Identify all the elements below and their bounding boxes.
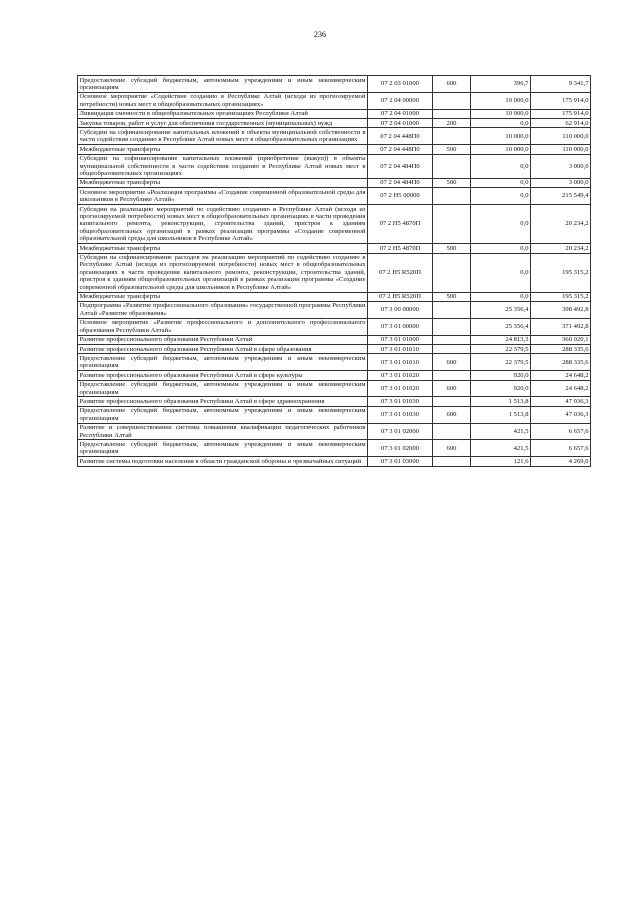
table-row <box>78 335 591 344</box>
amount-second-cell: 175 914,0 <box>531 109 591 118</box>
target-code-cell: 07 2 Н5 00000 <box>368 188 433 205</box>
target-code-cell: 07 2 04 484П0 <box>368 154 433 178</box>
amount-second-cell: 9 341,7 <box>531 76 591 93</box>
expense-type-cell: 600 <box>433 380 471 397</box>
table-row <box>78 406 591 423</box>
table-row <box>78 145 591 154</box>
table-row <box>78 354 591 371</box>
item-name-cell: Развитие системы подготовки населения в области гражданской обороны и чрезвычайных ситуаций <box>78 457 368 466</box>
expense-type-cell: 200 <box>433 119 471 128</box>
expense-type-cell <box>433 457 471 466</box>
amount-first-cell: 24 813,3 <box>471 335 531 344</box>
amount-second-cell: 3 000,0 <box>531 154 591 178</box>
expense-type-cell <box>433 423 471 440</box>
item-name-cell: Межбюджетные трансферты <box>78 292 368 301</box>
amount-second-cell: 175 914,0 <box>531 92 591 109</box>
table-row <box>78 253 591 292</box>
item-name-cell: Предоставление субсидий бюджетным, автономным учреждениям и иным некоммерческим организациям <box>79 76 366 91</box>
item-name-cell: Предоставление субсидий бюджетным, автономным учреждениям и иным некоммерческим организациям <box>79 381 366 396</box>
table-row <box>78 109 591 118</box>
amount-first-cell: 421,5 <box>471 423 531 440</box>
target-code-cell: 07 3 01 01000 <box>368 335 433 344</box>
item-name-cell: Развитие профессионального образования Республики Алтай в сфере здравоохранения <box>78 397 368 406</box>
amount-second-cell: 6 657,6 <box>531 423 591 440</box>
table-row <box>78 380 591 397</box>
table-row <box>78 178 591 187</box>
table-row <box>78 440 591 457</box>
table-row <box>78 119 591 128</box>
target-code-cell: 07 2 04 00000 <box>368 92 433 109</box>
amount-first-cell: 10 000,0 <box>471 109 531 118</box>
amount-first-cell: 421,5 <box>471 440 531 457</box>
item-name-cell: Развитие профессионального образования Республики Алтай в сфере образования <box>78 345 368 354</box>
expense-type-cell <box>433 371 471 380</box>
table-row <box>78 205 591 244</box>
target-code-cell: 07 3 01 01030 <box>368 406 433 423</box>
amount-first-cell: 0,0 <box>471 205 531 244</box>
expense-type-cell <box>433 253 471 292</box>
amount-second-cell: 288 335,6 <box>531 345 591 354</box>
item-name-cell: Развитие и совершенствование системы повышения квалификации педагогических работников Республики Алтай <box>79 424 366 439</box>
page-number: 236 <box>314 30 326 39</box>
expense-type-cell <box>433 92 471 109</box>
table-row <box>78 188 591 205</box>
amount-first-cell: 920,0 <box>471 380 531 397</box>
item-name-cell: Ликвидация сменности в общеобразовательных организациях Республики Алтай <box>78 109 368 118</box>
amount-first-cell: 121,6 <box>471 457 531 466</box>
amount-second-cell: 24 648,2 <box>531 371 591 380</box>
amount-first-cell: 0,0 <box>471 253 531 292</box>
target-code-cell: 07 2 Н5 4870П <box>368 244 433 253</box>
item-name-cell: Предоставление субсидий бюджетным, автономным учреждениям и иным некоммерческим организациям <box>79 407 366 422</box>
amount-first-cell: 22 379,5 <box>471 345 531 354</box>
target-code-cell: 07 3 00 00000 <box>368 301 433 318</box>
table-row <box>78 128 591 145</box>
amount-first-cell: 10 000,0 <box>471 92 531 109</box>
expense-type-cell: 600 <box>433 354 471 371</box>
amount-first-cell: 22 379,5 <box>471 354 531 371</box>
target-code-cell: 07 3 01 01030 <box>368 397 433 406</box>
item-name-cell: Развитие профессионального образования Республики Алтай <box>78 335 368 344</box>
expense-type-cell <box>433 188 471 205</box>
item-name-cell: Субсидии на реализацию мероприятий по содействию созданию в Республике Алтай (исходя из прогнозируемой потребности) новых мест в общеобразовательных организациях в части проведения капитального ремонта, реконструкции, строительства зданий, пристроя к зданиям общеобразовательных организаций в рамках реализации программы «Создание современной образовательной среды для школьников в Республике Алтай» <box>79 205 366 243</box>
item-name-cell: Межбюджетные трансферты <box>78 244 368 253</box>
target-code-cell: 07 3 01 02000 <box>368 423 433 440</box>
item-name-cell: Основное мероприятие «Содействие созданию в Республике Алтай (исходя из прогнозируемой потребности) новых мест в общеобразовательных организациях» <box>79 93 366 108</box>
table-row <box>78 292 591 301</box>
table-row <box>78 371 591 380</box>
expense-type-cell <box>433 345 471 354</box>
amount-first-cell: 10 000,0 <box>471 145 531 154</box>
target-code-cell: 07 3 01 01010 <box>368 354 433 371</box>
target-code-cell: 07 2 04 448П0 <box>368 128 433 145</box>
table-row <box>78 301 591 318</box>
amount-first-cell: 0,0 <box>471 244 531 253</box>
amount-second-cell: 215 549,4 <box>531 188 591 205</box>
expense-type-cell <box>433 318 471 335</box>
table-row <box>78 345 591 354</box>
target-code-cell: 07 2 03 01000 <box>368 76 433 93</box>
amount-second-cell: 47 036,3 <box>531 406 591 423</box>
item-name-cell: Закупка товаров, работ и услуг для обеспечения государственных (муниципальных) нужд <box>78 119 368 128</box>
item-name-cell: Основное мероприятие «Реализация программы «Создание современной образовательной среды для школьников в Республике Алтай» <box>79 188 366 204</box>
item-name-cell: Субсидии на софинансирование капитальных вложений (приобретение (выкуп)) в объекты муниципальной собственности в части содействия созданию в Республике Алтай новых мест в общеобразовательных организациях <box>79 155 366 177</box>
expense-type-cell <box>433 205 471 244</box>
amount-second-cell: 288 335,6 <box>531 354 591 371</box>
amount-first-cell: 25 356,4 <box>471 318 531 335</box>
expense-type-cell: 600 <box>433 76 471 93</box>
amount-second-cell: 371 492,8 <box>531 318 591 335</box>
table-row <box>78 423 591 440</box>
amount-second-cell: 360 020,1 <box>531 335 591 344</box>
expense-type-cell <box>433 397 471 406</box>
target-code-cell: 07 3 01 01010 <box>368 345 433 354</box>
amount-first-cell: 0,0 <box>471 119 531 128</box>
table-row <box>78 244 591 253</box>
amount-first-cell: 920,0 <box>471 371 531 380</box>
amount-first-cell: 0,0 <box>471 292 531 301</box>
item-name-cell: Субсидии на софинансирование капитальных вложений в объекты муниципальной собственности в части содействия созданию в Республике Алтай новых мест в общеобразовательных организациях <box>79 128 366 144</box>
target-code-cell: 07 2 Н5 4870П <box>368 205 433 244</box>
target-code-cell: 07 2 04 01000 <box>368 109 433 118</box>
amount-second-cell: 110 000,0 <box>531 145 591 154</box>
amount-second-cell: 20 234,2 <box>531 205 591 244</box>
item-name-cell: Межбюджетные трансферты <box>78 178 368 187</box>
budget-table <box>77 75 591 467</box>
table-row <box>78 76 591 93</box>
amount-second-cell: 3 000,0 <box>531 178 591 187</box>
amount-first-cell: 1 513,8 <box>471 406 531 423</box>
amount-second-cell: 62 914,0 <box>531 119 591 128</box>
budget-table-body <box>78 76 591 467</box>
amount-first-cell: 396,7 <box>471 76 531 93</box>
item-name-cell: Предоставление субсидий бюджетным, автономным учреждениям и иным некоммерческим организациям <box>79 354 366 370</box>
target-code-cell: 07 2 Н5 R520П <box>368 292 433 301</box>
amount-second-cell: 195 315,2 <box>531 253 591 292</box>
target-code-cell: 07 2 Н5 R520П <box>368 253 433 292</box>
target-code-cell: 07 2 04 01000 <box>368 119 433 128</box>
expense-type-cell: 500 <box>433 145 471 154</box>
table-row <box>78 318 591 335</box>
expense-type-cell <box>433 109 471 118</box>
table-row <box>78 397 591 406</box>
amount-second-cell: 6 657,6 <box>531 440 591 457</box>
expense-type-cell: 600 <box>433 406 471 423</box>
target-code-cell: 07 3 01 02000 <box>368 440 433 457</box>
table-row <box>78 154 591 178</box>
item-name-cell: Развитие профессионального образования Республики Алтай в сфере культуры <box>78 371 368 380</box>
target-code-cell: 07 3 01 00000 <box>368 318 433 335</box>
amount-second-cell: 398 492,8 <box>531 301 591 318</box>
amount-second-cell: 110 000,0 <box>531 128 591 145</box>
target-code-cell: 07 3 01 03000 <box>368 457 433 466</box>
expense-type-cell <box>433 128 471 145</box>
target-code-cell: 07 3 01 01020 <box>368 371 433 380</box>
amount-second-cell: 47 036,3 <box>531 397 591 406</box>
amount-second-cell: 20 234,2 <box>531 244 591 253</box>
expense-type-cell <box>433 154 471 178</box>
expense-type-cell <box>433 301 471 318</box>
item-name-cell: Основное мероприятие «Развитие профессионального и дополнительного профессионального образования Республики Алтай» <box>79 319 366 334</box>
amount-first-cell: 0,0 <box>471 178 531 187</box>
target-code-cell: 07 3 01 01020 <box>368 380 433 397</box>
table-row <box>78 457 591 466</box>
amount-first-cell: 1 513,8 <box>471 397 531 406</box>
target-code-cell: 07 2 04 448П0 <box>368 145 433 154</box>
item-name-cell: Предоставление субсидий бюджетным, автономным учреждениям и иным некоммерческим организациям <box>79 440 366 456</box>
expense-type-cell: 600 <box>433 440 471 457</box>
amount-first-cell: 25 356,4 <box>471 301 531 318</box>
expense-type-cell: 500 <box>433 292 471 301</box>
amount-second-cell: 24 648,2 <box>531 380 591 397</box>
target-code-cell: 07 2 04 484П0 <box>368 178 433 187</box>
expense-type-cell: 500 <box>433 178 471 187</box>
item-name-cell: Подпрограмма «Развитие профессионального образования» государственной программы Республики Алтай «Развитие образования» <box>79 302 366 317</box>
table-row <box>78 92 591 109</box>
item-name-cell: Субсидии на софинансирование расходов на реализацию мероприятий по содействию созданию в Республике Алтай (исходя из прогнозируемой потребности) новых мест в общеобразовательных организациях в части проведения капитального ремонта, реконструкции, строительства зданий, пристроя к зданиям общеобразовательных организаций в рамках реализации программы «Создание современной образовательной среды для школьников в Республике Алтай» <box>79 254 366 291</box>
amount-first-cell: 0,0 <box>471 154 531 178</box>
amount-first-cell: 0,0 <box>471 188 531 205</box>
amount-second-cell: 4 269,0 <box>531 457 591 466</box>
expense-type-cell <box>433 335 471 344</box>
item-name-cell: Межбюджетные трансферты <box>78 145 368 154</box>
amount-second-cell: 195 315,2 <box>531 292 591 301</box>
expense-type-cell: 500 <box>433 244 471 253</box>
amount-first-cell: 10 000,0 <box>471 128 531 145</box>
